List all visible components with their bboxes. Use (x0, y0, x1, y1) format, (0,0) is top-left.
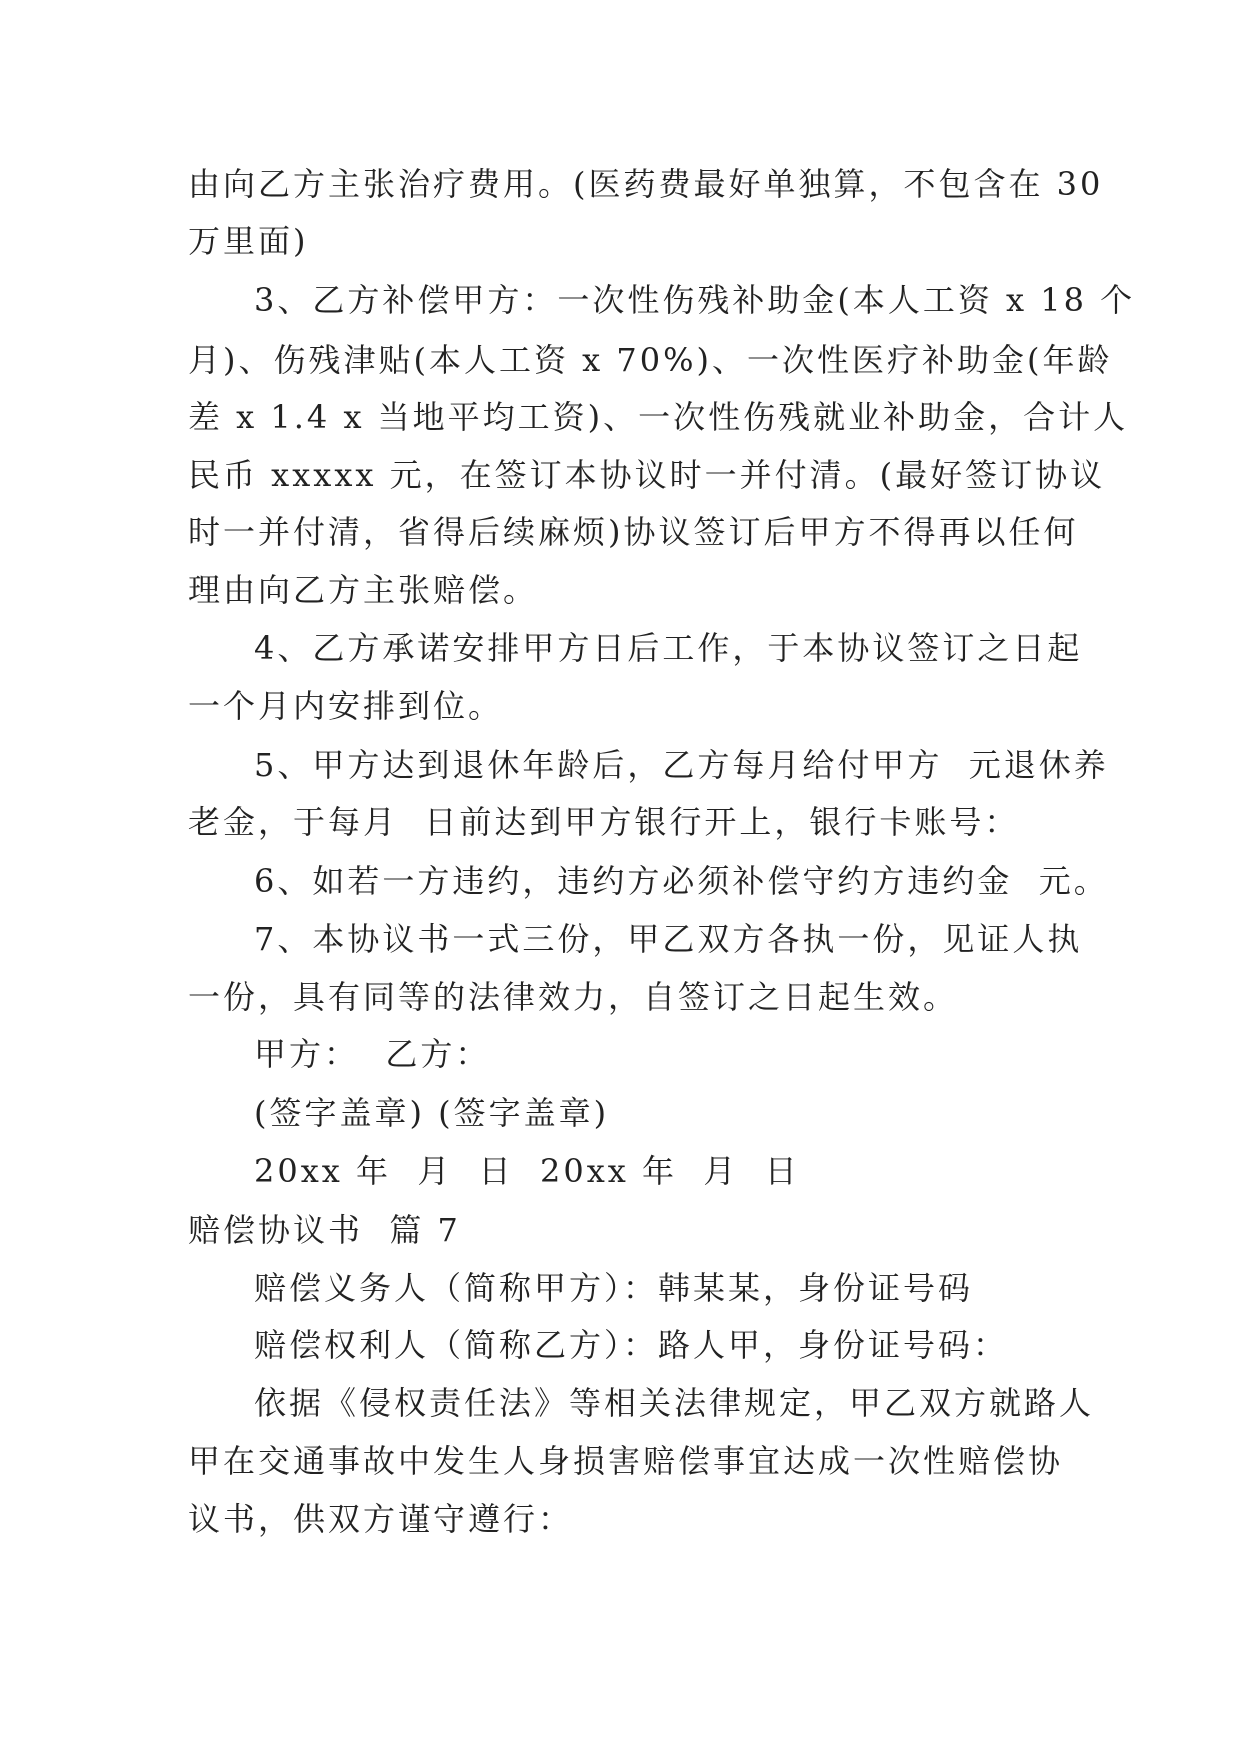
text-line: 理由向乙方主张赔偿。 (188, 571, 539, 609)
text-line: 一份，具有同等的法律效力，自签订之日起生效。 (188, 978, 959, 1016)
text-line: 4、乙方承诺安排甲方日后工作，于本协议签订之日起 (254, 629, 1083, 667)
text-line: 差 x 1.4 x 当地平均工资)、一次性伤残就业补助金，合计人 (188, 398, 1129, 436)
date-line: 20xx 年 月 日 20xx 年 月 日 (254, 1152, 800, 1190)
text-line: 由向乙方主张治疗费用。(医药费最好单独算，不包含在 30 (188, 165, 1104, 203)
text-line: 一个月内安排到位。 (188, 687, 504, 725)
text-line: 议书，供双方谨守遵行： (188, 1500, 574, 1538)
text-line: 民币 xxxxx 元，在签订本协议时一并付清。(最好签订协议 (188, 456, 1106, 494)
text-line: 3、乙方补偿甲方：一次性伤残补助金(本人工资 x 18 个 (254, 281, 1136, 319)
text-line: 时一并付清，省得后续麻烦)协议签订后甲方不得再以任何 (188, 513, 1079, 551)
text-line: 月)、伤残津贴(本人工资 x 70%)、一次性医疗补助金(年龄 (188, 341, 1113, 379)
text-line: 赔偿义务人（简称甲方）：韩某某，身份证号码 (254, 1269, 974, 1307)
text-line: 甲在交通事故中发生人身损害赔偿事宜达成一次性赔偿协 (188, 1442, 1064, 1480)
text-line: 赔偿权利人（简称乙方）：路人甲，身份证号码： (254, 1326, 1009, 1364)
signature-labels: (签字盖章) (签字盖章) (254, 1094, 610, 1132)
section-heading: 赔偿协议书 篇 7 (188, 1211, 461, 1249)
text-line: 7、本协议书一式三份，甲乙双方各执一份，见证人执 (254, 920, 1083, 958)
text-line: 依据《侵权责任法》等相关法律规定，甲乙双方就路人 (254, 1384, 1095, 1422)
text-line: 老金，于每月 日前达到甲方银行开上，银行卡账号： (188, 803, 1020, 841)
text-line: 6、如若一方违约，违约方必须补偿守约方违约金 元。 (254, 862, 1109, 900)
text-line: 万里面) (188, 222, 309, 260)
party-labels: 甲方： 乙方： (254, 1035, 491, 1073)
text-line: 5、甲方达到退休年龄后，乙方每月给付甲方 元退休养 (254, 746, 1109, 784)
